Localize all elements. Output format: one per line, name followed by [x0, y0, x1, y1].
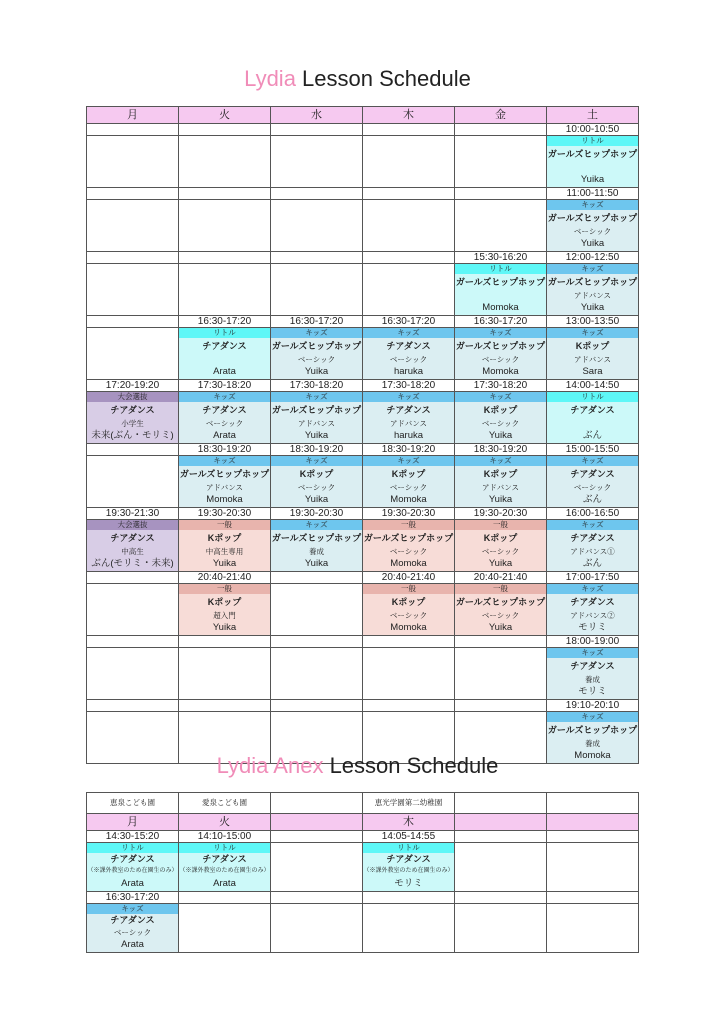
- main-title: [0, 66, 715, 92]
- time-cell: 17:30-18:20: [363, 380, 455, 392]
- lesson-cell: [87, 520, 179, 572]
- lesson-level: リトル: [363, 843, 454, 853]
- lesson-cell: [179, 520, 271, 572]
- lesson-instructor: Yuika: [488, 430, 513, 441]
- lesson-cell: [547, 136, 639, 188]
- lesson-sub: ベーシック: [389, 611, 428, 620]
- lesson-sub: 超入門: [213, 611, 236, 620]
- time-cell: 16:30-17:20: [363, 316, 455, 328]
- lesson-cell: [271, 328, 363, 380]
- lesson-cell: [547, 456, 639, 508]
- time-cell: 10:00-10:50: [547, 124, 639, 136]
- lesson-cell: [179, 328, 271, 380]
- school-name: 恵泉こども園: [87, 793, 179, 814]
- lesson-instructor: Momoka: [206, 494, 243, 505]
- lesson-instructor: Momoka: [482, 302, 519, 313]
- time-cell: 19:30-20:30: [455, 508, 547, 520]
- lesson-class: ガールズヒップホップ: [455, 597, 546, 607]
- lesson-instructor: Momoka: [390, 558, 427, 569]
- anex-schedule-table: [86, 792, 639, 953]
- lesson-class: Kポップ: [207, 533, 242, 543]
- lesson-level: キッズ: [547, 264, 638, 274]
- lesson-cell: [363, 328, 455, 380]
- lesson-cell: [363, 456, 455, 508]
- lesson-instructor: Yuika: [304, 494, 329, 505]
- lesson-cell: [455, 392, 547, 444]
- time-cell: 16:30-17:20: [87, 892, 179, 904]
- lesson-level: キッズ: [547, 328, 638, 338]
- lesson-class: Kポップ: [483, 533, 518, 543]
- lesson-row: [87, 843, 639, 892]
- lesson-instructor: ぶん: [582, 558, 602, 569]
- lesson-sub: ベーシック: [297, 483, 336, 492]
- time-row: [87, 636, 639, 648]
- lesson-instructor: Yuika: [304, 366, 329, 377]
- lesson-level: キッズ: [271, 520, 362, 530]
- lesson-class: ガールズヒップホップ: [547, 277, 638, 287]
- lesson-instructor: Yuika: [580, 174, 605, 185]
- day-header: 金: [455, 107, 547, 124]
- lesson-sub: （※課外教室のため在園生のみ）: [179, 868, 270, 874]
- lesson-class: チアダンス: [570, 533, 615, 543]
- lesson-level: キッズ: [363, 456, 454, 466]
- lesson-cell: [455, 328, 547, 380]
- lesson-sub: ベーシック: [481, 355, 520, 364]
- time-cell: 19:10-20:10: [547, 700, 639, 712]
- lesson-level: 大会選抜: [87, 520, 178, 530]
- lesson-level: リトル: [547, 136, 638, 146]
- lesson-level: リトル: [547, 392, 638, 402]
- lesson-row: [87, 456, 639, 508]
- lesson-level: キッズ: [179, 392, 270, 402]
- school-row: [87, 793, 639, 814]
- lesson-class: Kポップ: [299, 469, 334, 479]
- lesson-level: リトル: [179, 843, 270, 853]
- time-cell: 15:00-15:50: [547, 444, 639, 456]
- day-header: 木: [363, 814, 455, 831]
- lesson-level: 大会選抜: [87, 392, 178, 402]
- lesson-sub: アドバンス: [573, 291, 612, 300]
- lesson-class: チアダンス: [570, 597, 615, 607]
- lesson-class: Kポップ: [207, 597, 242, 607]
- lesson-sub: 養成: [309, 547, 324, 556]
- time-cell: 20:40-21:40: [363, 572, 455, 584]
- lesson-class: チアダンス: [202, 341, 247, 351]
- lesson-instructor: Arata: [213, 878, 236, 889]
- time-cell: 17:30-18:20: [455, 380, 547, 392]
- lesson-cell: [547, 328, 639, 380]
- lesson-cell: [87, 392, 179, 444]
- lesson-level: キッズ: [547, 712, 638, 722]
- lesson-row: [87, 392, 639, 444]
- lesson-level: 一般: [455, 584, 546, 594]
- lesson-class: チアダンス: [110, 405, 155, 415]
- lesson-level: 一般: [179, 584, 270, 594]
- lesson-cell: [547, 584, 639, 636]
- lesson-instructor: ぶん: [582, 430, 602, 441]
- lesson-class: ガールズヒップホップ: [547, 725, 638, 735]
- lesson-cell: [455, 520, 547, 572]
- time-cell: 18:30-19:20: [363, 444, 455, 456]
- lesson-instructor: Yuika: [580, 238, 605, 249]
- time-cell: 17:30-18:20: [179, 380, 271, 392]
- lesson-level: キッズ: [547, 648, 638, 658]
- lesson-row: [87, 648, 639, 700]
- time-cell: 20:40-21:40: [455, 572, 547, 584]
- time-cell: 11:00-11:50: [547, 188, 639, 200]
- lesson-sub: [455, 290, 546, 301]
- lesson-cell: [547, 648, 639, 700]
- time-cell: 14:00-14:50: [547, 380, 639, 392]
- lesson-level: キッズ: [271, 456, 362, 466]
- lesson-class: Kポップ: [483, 469, 518, 479]
- day-header: 土: [547, 107, 639, 124]
- lesson-class: チアダンス: [110, 854, 155, 864]
- lesson-cell: [455, 584, 547, 636]
- time-cell: 13:00-13:50: [547, 316, 639, 328]
- lesson-sub: 養成: [585, 675, 600, 684]
- time-cell: 18:30-19:20: [455, 444, 547, 456]
- lesson-class: チアダンス: [570, 661, 615, 671]
- lesson-sub: [547, 162, 638, 173]
- lesson-class: ガールズヒップホップ: [547, 149, 638, 159]
- lesson-sub: ベーシック: [573, 227, 612, 236]
- lesson-class: チアダンス: [110, 533, 155, 543]
- lesson-cell: [179, 584, 271, 636]
- time-row: [87, 700, 639, 712]
- time-cell: 18:30-19:20: [271, 444, 363, 456]
- time-row: [87, 444, 639, 456]
- lesson-class: チアダンス: [386, 854, 431, 864]
- lesson-class: チアダンス: [570, 469, 615, 479]
- time-row: [87, 831, 639, 843]
- time-cell: 19:30-20:30: [179, 508, 271, 520]
- time-row: [87, 380, 639, 392]
- school-name: 恵光学園第二幼稚園: [363, 793, 455, 814]
- lesson-instructor: Yuika: [488, 558, 513, 569]
- lesson-level: キッズ: [547, 520, 638, 530]
- lesson-level: キッズ: [363, 392, 454, 402]
- lesson-cell: [363, 584, 455, 636]
- day-header-row: [87, 107, 639, 124]
- day-header: 火: [179, 107, 271, 124]
- lesson-instructor: Momoka: [390, 622, 427, 633]
- lesson-instructor: Yuika: [212, 558, 237, 569]
- lesson-sub: ベーシック: [389, 483, 428, 492]
- lesson-instructor: モリミ: [578, 686, 607, 697]
- title-rest: Lesson Schedule: [323, 753, 499, 778]
- lesson-class: ガールズヒップホップ: [271, 341, 362, 351]
- lesson-sub: ベーシック: [389, 355, 428, 364]
- lesson-instructor: Momoka: [390, 494, 427, 505]
- lesson-row: [87, 200, 639, 252]
- lesson-sub: 中高生: [121, 547, 144, 556]
- lesson-cell: [363, 392, 455, 444]
- lesson-sub: ベーシック: [481, 611, 520, 620]
- lesson-level: キッズ: [547, 200, 638, 210]
- lesson-level: 一般: [363, 520, 454, 530]
- lesson-instructor: 未来(ぶん・モリミ): [91, 430, 174, 441]
- lesson-instructor: haruka: [393, 430, 424, 441]
- lesson-level: キッズ: [179, 456, 270, 466]
- lesson-class: ガールズヒップホップ: [271, 405, 362, 415]
- time-cell: 18:00-19:00: [547, 636, 639, 648]
- lesson-level: キッズ: [455, 392, 546, 402]
- time-row: [87, 572, 639, 584]
- lesson-class: チアダンス: [570, 405, 615, 415]
- lesson-sub: [547, 418, 638, 429]
- lesson-sub: ベーシック: [389, 547, 428, 556]
- lesson-level: 一般: [363, 584, 454, 594]
- lesson-level: キッズ: [271, 328, 362, 338]
- lesson-cell: [363, 843, 455, 892]
- lesson-cell: [271, 392, 363, 444]
- lesson-instructor: Yuika: [488, 494, 513, 505]
- lesson-instructor: haruka: [393, 366, 424, 377]
- lesson-instructor: Momoka: [482, 366, 519, 377]
- lesson-sub: ベーシック: [205, 419, 244, 428]
- time-cell: 19:30-20:30: [271, 508, 363, 520]
- time-cell: 19:30-20:30: [363, 508, 455, 520]
- lesson-cell: [271, 456, 363, 508]
- day-header: 月: [87, 814, 179, 831]
- lesson-class: チアダンス: [110, 915, 155, 925]
- lesson-sub: アドバンス①: [570, 547, 615, 556]
- time-row: [87, 252, 639, 264]
- school-name: 愛泉こども園: [179, 793, 271, 814]
- lesson-instructor: ぶん: [582, 494, 602, 505]
- lesson-cell: [547, 392, 639, 444]
- lesson-instructor: Momoka: [574, 750, 611, 761]
- lesson-cell: [179, 456, 271, 508]
- anex-title: [0, 753, 715, 779]
- time-cell: 17:00-17:50: [547, 572, 639, 584]
- time-cell: 20:40-21:40: [179, 572, 271, 584]
- lesson-row: [87, 520, 639, 572]
- lesson-level: キッズ: [363, 328, 454, 338]
- lesson-instructor: モリミ: [394, 878, 423, 889]
- lesson-sub: 小学生: [121, 419, 144, 428]
- lesson-sub: （※課外教室のため在園生のみ）: [87, 868, 178, 874]
- day-header: 月: [87, 107, 179, 124]
- time-row: [87, 892, 639, 904]
- lesson-class: ガールズヒップホップ: [455, 277, 546, 287]
- time-cell: 18:30-19:20: [179, 444, 271, 456]
- lesson-schedule-table: [86, 106, 639, 764]
- time-cell: 15:30-16:20: [455, 252, 547, 264]
- lesson-level: 一般: [179, 520, 270, 530]
- lesson-instructor: Yuika: [212, 622, 237, 633]
- time-row: [87, 124, 639, 136]
- lesson-class: ガールズヒップホップ: [363, 533, 454, 543]
- lesson-level: リトル: [455, 264, 546, 274]
- lesson-instructor: Yuika: [304, 558, 329, 569]
- lesson-class: ガールズヒップホップ: [455, 341, 546, 351]
- lesson-class: Kポップ: [483, 405, 518, 415]
- lesson-level: キッズ: [87, 904, 178, 914]
- lesson-class: ガールズヒップホップ: [271, 533, 362, 543]
- lesson-cell: [87, 904, 179, 953]
- lesson-instructor: Sara: [582, 366, 603, 377]
- day-header-row: [87, 814, 639, 831]
- title-accent: Lydia: [244, 66, 296, 91]
- lesson-instructor: Yuika: [488, 622, 513, 633]
- lesson-class: チアダンス: [202, 854, 247, 864]
- lesson-row: [87, 264, 639, 316]
- time-row: [87, 508, 639, 520]
- lesson-cell: [455, 456, 547, 508]
- lesson-level: 一般: [455, 520, 546, 530]
- lesson-sub: アドバンス: [573, 355, 612, 364]
- lesson-cell: [547, 264, 639, 316]
- time-cell: 16:30-17:20: [455, 316, 547, 328]
- lesson-row: [87, 136, 639, 188]
- day-header: 火: [179, 814, 271, 831]
- lesson-cell: [547, 520, 639, 572]
- time-cell: 12:00-12:50: [547, 252, 639, 264]
- lesson-row: [87, 584, 639, 636]
- lesson-instructor: Yuika: [580, 302, 605, 313]
- time-cell: 17:30-18:20: [271, 380, 363, 392]
- lesson-sub: ベーシック: [573, 483, 612, 492]
- lesson-instructor: Arata: [213, 366, 236, 377]
- lesson-class: ガールズヒップホップ: [179, 469, 270, 479]
- lesson-class: チアダンス: [202, 405, 247, 415]
- lesson-cell: [271, 520, 363, 572]
- lesson-class: Kポップ: [575, 341, 610, 351]
- lesson-sub: アドバンス: [481, 483, 520, 492]
- time-cell: 14:10-15:00: [179, 831, 271, 843]
- lesson-level: キッズ: [455, 328, 546, 338]
- lesson-sub: アドバンス: [205, 483, 244, 492]
- lesson-class: チアダンス: [386, 341, 431, 351]
- time-cell: 16:30-17:20: [179, 316, 271, 328]
- lesson-level: リトル: [179, 328, 270, 338]
- lesson-sub: アドバンス②: [570, 611, 615, 620]
- lesson-row: [87, 904, 639, 953]
- lesson-cell: [455, 264, 547, 316]
- title-accent: Lydia Anex: [216, 753, 324, 778]
- lesson-instructor: Yuika: [304, 430, 329, 441]
- time-cell: 14:05-14:55: [363, 831, 455, 843]
- lesson-sub: [179, 354, 270, 365]
- lesson-instructor: Arata: [121, 878, 144, 889]
- title-rest: Lesson Schedule: [295, 66, 471, 91]
- time-cell: 16:30-17:20: [271, 316, 363, 328]
- time-row: [87, 316, 639, 328]
- lesson-class: Kポップ: [391, 597, 426, 607]
- lesson-level: キッズ: [455, 456, 546, 466]
- lesson-sub: ベーシック: [481, 419, 520, 428]
- lesson-cell: [179, 843, 271, 892]
- lesson-instructor: Arata: [213, 430, 236, 441]
- time-cell: 16:00-16:50: [547, 508, 639, 520]
- lesson-sub: アドバンス: [297, 419, 336, 428]
- lesson-level: キッズ: [271, 392, 362, 402]
- lesson-level: リトル: [87, 843, 178, 853]
- lesson-level: キッズ: [547, 456, 638, 466]
- time-cell: 17:20-19:20: [87, 380, 179, 392]
- lesson-class: チアダンス: [386, 405, 431, 415]
- time-cell: 14:30-15:20: [87, 831, 179, 843]
- time-cell: 19:30-21:30: [87, 508, 179, 520]
- lesson-cell: [547, 200, 639, 252]
- lesson-cell: [179, 392, 271, 444]
- lesson-sub: （※課外教室のため在園生のみ）: [363, 868, 454, 874]
- lesson-cell: [87, 843, 179, 892]
- lesson-instructor: Arata: [121, 939, 144, 950]
- lesson-instructor: ぶん(モリミ・未来): [91, 558, 174, 569]
- lesson-sub: 養成: [585, 739, 600, 748]
- lesson-level: キッズ: [547, 584, 638, 594]
- lesson-sub: ベーシック: [113, 928, 152, 937]
- lesson-sub: 中高生専用: [205, 547, 244, 556]
- day-header: 木: [363, 107, 455, 124]
- lesson-cell: [363, 520, 455, 572]
- lesson-sub: ベーシック: [481, 547, 520, 556]
- lesson-class: Kポップ: [391, 469, 426, 479]
- lesson-sub: ベーシック: [297, 355, 336, 364]
- lesson-class: ガールズヒップホップ: [547, 213, 638, 223]
- day-header: 水: [271, 107, 363, 124]
- lesson-sub: アドバンス: [389, 419, 428, 428]
- lesson-instructor: モリミ: [578, 622, 607, 633]
- time-row: [87, 188, 639, 200]
- lesson-row: [87, 328, 639, 380]
